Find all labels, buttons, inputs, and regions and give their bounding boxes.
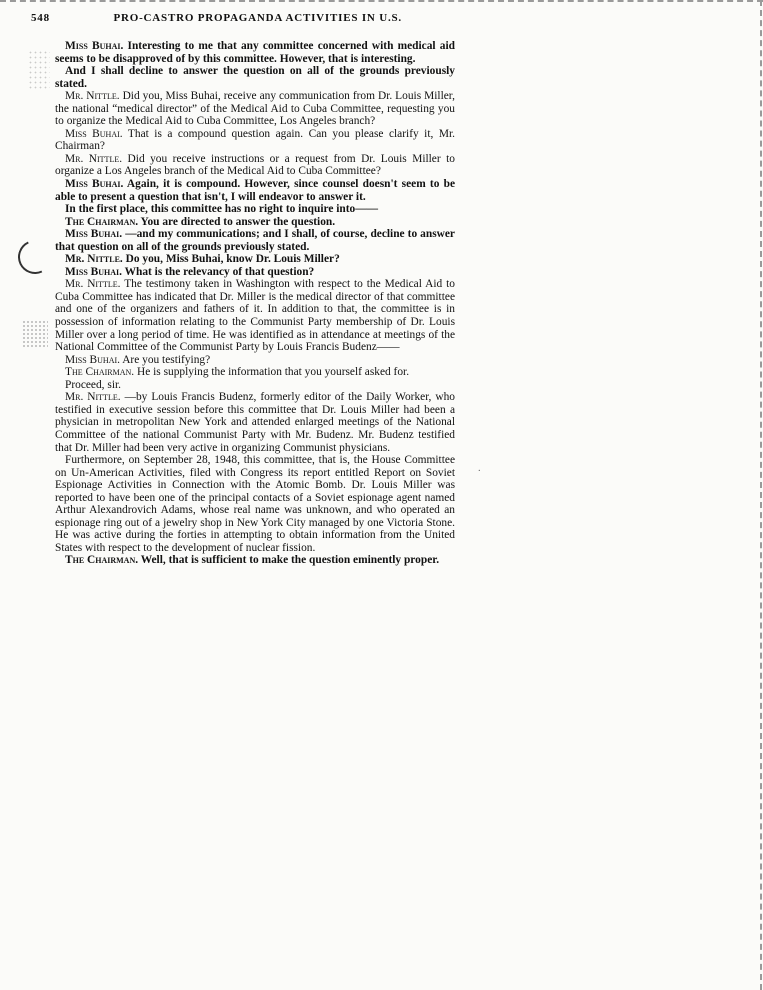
transcript-paragraph <box>55 266 455 279</box>
transcript-paragraph <box>55 379 455 392</box>
transcript-paragraph <box>55 203 455 216</box>
speaker-name: Mr. Nittle. <box>65 253 123 266</box>
paragraph-text: —and my communications; and I shall, of course, decline to answer that question on all of the grounds previously stated. <box>55 228 455 253</box>
transcript-paragraph <box>55 90 455 128</box>
transcript-paragraph <box>55 40 455 65</box>
paragraph-text: The testimony taken in Washington with respect to the Medical Aid to Cuba Committee has indicated that Dr. Miller is the medical director of that committee and one of the organizers and fathers of it. In addition to that, the committee is in possession of information relating to the Communist Party membership of Dr. Louis Miller over a long period of time. He was identified as in attendance at meetings of the National Committee of the Communist Party by Louis Francis Budenz—— <box>55 278 455 354</box>
paragraph-text: In the first place, this committee has no right to inquire into—— <box>65 203 379 216</box>
speaker-name: Miss Buhai. <box>65 353 120 366</box>
scan-speckle <box>28 50 50 90</box>
paragraph-text: Again, it is compound. However, since counsel doesn't seem to be able to present a question that isn't, I will endeavor to answer it. <box>55 178 456 203</box>
scan-right-edge <box>760 0 762 990</box>
speaker-name: Miss Buhai. <box>65 127 123 140</box>
transcript-paragraph <box>55 366 455 379</box>
punch-hole-mark <box>13 235 57 279</box>
speaker-name: The Chairman. <box>65 215 139 228</box>
paragraph-text: What is the relevancy of that question? <box>124 265 315 278</box>
speaker-name: Miss Buhai. <box>65 178 124 191</box>
paragraph-text: That is a compound question again. Can you please clarify it, Mr. Chairman? <box>55 127 455 153</box>
speaker-name: The Chairman. <box>65 366 135 379</box>
transcript-paragraph <box>55 454 455 554</box>
paragraph-text: Interesting to me that any committee concerned with medical aid seems to be disapproved of by this committee. However, that is interesting. <box>55 40 455 65</box>
running-title: PRO-CASTRO PROPAGANDA ACTIVITIES IN U.S. <box>113 12 402 24</box>
paragraph-text: You are directed to answer the question. <box>140 215 336 228</box>
speaker-name: Miss Buhai. <box>65 228 123 241</box>
paragraph-text: Proceed, sir. <box>65 378 121 391</box>
paragraph-text: Do you, Miss Buhai, know Dr. Louis Miller? <box>125 253 340 266</box>
paragraph-text: Did you, Miss Buhai, receive any communication from Dr. Louis Miller, the national “medical director” of the Medical Aid to Cuba Committee, requesting you to organize the Medical Aid to Cuba Committee, Los Angeles branch? <box>55 90 455 128</box>
transcript-body <box>55 40 455 567</box>
paragraph-text: Well, that is sufficient to make the question eminently proper. <box>140 554 440 567</box>
transcript-paragraph <box>55 253 455 266</box>
transcript-paragraph <box>55 178 455 203</box>
speaker-name: The Chairman. <box>65 554 139 567</box>
scan-speckle <box>22 320 48 348</box>
stray-mark: · <box>477 466 481 477</box>
speaker-name: Mr. Nittle. <box>65 152 123 165</box>
transcript-paragraph <box>55 391 455 454</box>
transcript-paragraph <box>55 554 455 567</box>
speaker-name: Miss Buhai. <box>65 265 122 278</box>
page-header <box>31 12 461 24</box>
paragraph-text: He is supplying the information that you yourself asked for. <box>137 366 410 379</box>
transcript-paragraph <box>55 65 455 90</box>
page-number: 548 <box>31 12 50 24</box>
speaker-name: Mr. Nittle. <box>65 278 121 291</box>
speaker-name: Miss Buhai. <box>65 40 124 52</box>
paragraph-text: —by Louis Francis Budenz, formerly editor of the Daily Worker, who testified in executive session before this committee that Dr. Louis Miller had been a physician in metropolitan New York and attended enlarged meetings of the National Committee of the national Communist Party with Mr. Budenz. Mr. Budenz testified that Dr. Miller had been very active in organizing Communist physicians. <box>55 391 455 454</box>
speaker-name: Mr. Nittle. <box>65 391 121 404</box>
transcript-paragraph <box>55 128 455 153</box>
paragraph-text: And I shall decline to answer the question on all of the grounds previously stated. <box>55 65 455 90</box>
paragraph-text: Did you receive instructions or a request from Dr. Louis Miller to organize a Los Angeles branch of the Medical Aid to Cuba Committee? <box>55 152 455 178</box>
paragraph-text: Are you testifying? <box>122 353 211 366</box>
transcript-paragraph <box>55 153 455 178</box>
speaker-name: Mr. Nittle. <box>65 90 120 103</box>
transcript-paragraph <box>55 228 455 253</box>
paragraph-text: Furthermore, on September 28, 1948, this committee, that is, the House Committee on Un-American Activities, filed with Congress its report entitled Report on Soviet Espionage Activities in Connection with the Atomic Bomb. Dr. Louis Miller was reported to have been one of the principal contacts of a Soviet espionage agent named Arthur Alexandrovich Adams, whose real name was unknown, and who operated an espionage ring out of a jewelry shop in New York City managed by one Victoria Stone. He was active during the forties in attempting to obtain information from the United States with respect to the development of nuclear fission. <box>55 454 455 554</box>
scan-top-edge <box>0 0 763 2</box>
transcript-paragraph <box>55 278 455 353</box>
transcript-paragraph <box>55 216 455 229</box>
transcript-paragraph <box>55 354 455 367</box>
